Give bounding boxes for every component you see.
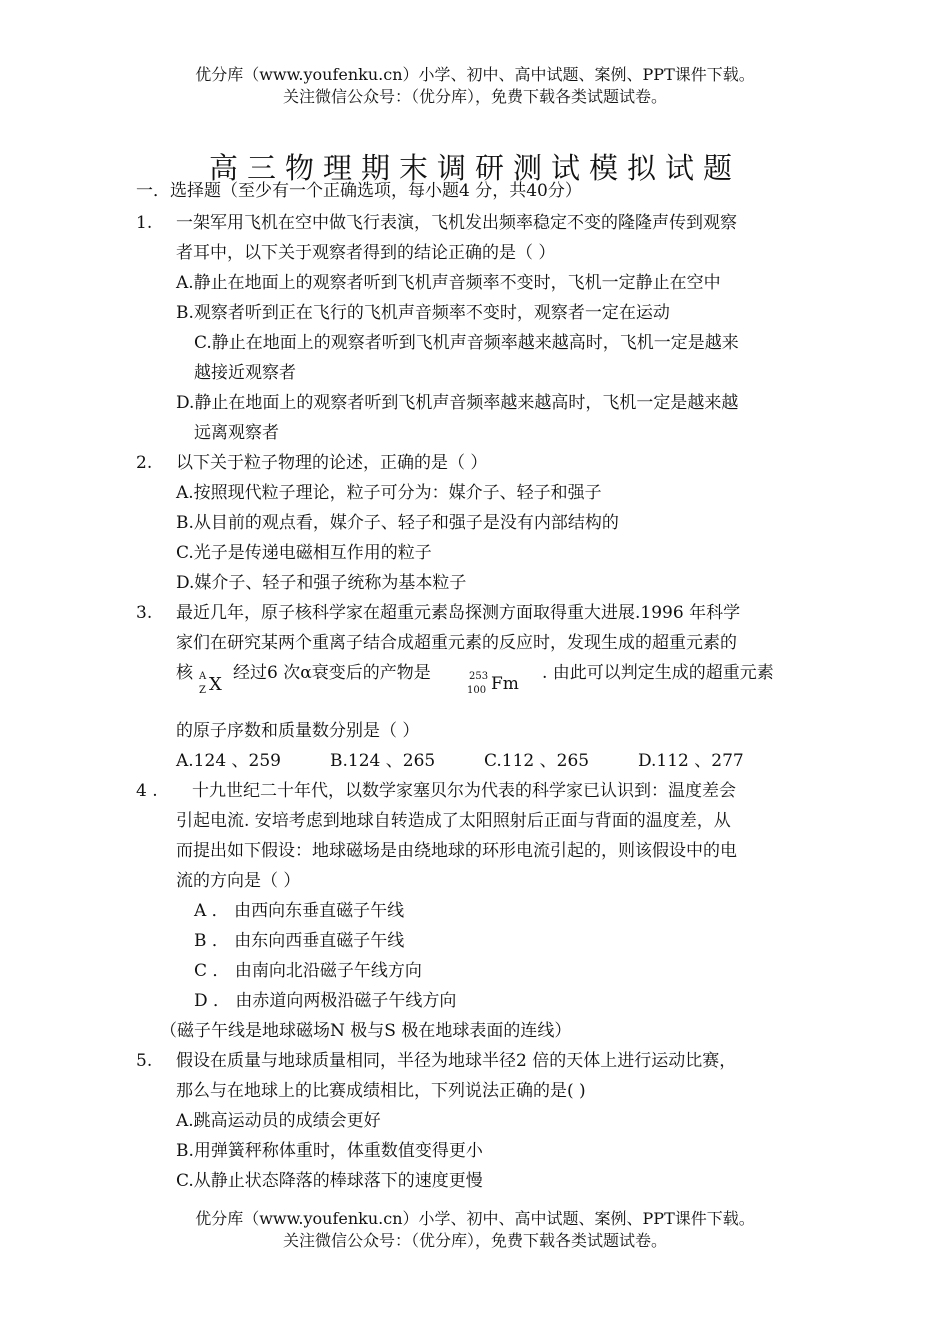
nuclide-fm-symbol: Fm — [491, 674, 519, 694]
question-5-stem-1: 假设在质量与地球质量相同，半径为地球半径2 倍的天体上进行运动比赛， — [176, 1051, 737, 1071]
footer-line-1: 优分库（www.youfenku.cn）小学、初中、高中试题、案例、PPT课件下载。 — [195, 1209, 755, 1228]
question-1-stem-1: 一架军用飞机在空中做飞行表演，飞机发出频率稳定不变的隆隆声传到观察 — [176, 213, 737, 233]
question-4-option-d: D ． 由赤道向两极沿磁子午线方向 — [194, 991, 457, 1011]
question-1-option-d-2: 远离观察者 — [194, 423, 279, 443]
question-4-number: 4 . — [136, 781, 158, 801]
question-2-option-a: A.按照现代粒子理论，粒子可分为：媒介子、轻子和强子 — [176, 483, 602, 503]
question-3-stem-1: 最近几年，原子核科学家在超重元素岛探测方面取得重大进展.1996 年科学 — [176, 603, 741, 623]
question-4-option-a: A ． 由西向东垂直磁子午线 — [194, 901, 405, 921]
nuclide-x-charge: Z — [199, 685, 206, 696]
question-2-option-c: C.光子是传递电磁相互作用的粒子 — [176, 543, 432, 563]
question-4-option-b: B ． 由东向西垂直磁子午线 — [194, 931, 405, 951]
nuclide-fm-mass: 253 — [469, 671, 489, 682]
question-4-stem-3: 而提出如下假设：地球磁场是由绕地球的环形电流引起的，则该假设中的电 — [176, 841, 737, 861]
question-2-option-d: D.媒介子、轻子和强子统称为基本粒子 — [176, 573, 467, 593]
question-1-option-c-2: 越接近观察者 — [194, 363, 296, 383]
question-1-number: 1. — [136, 213, 153, 233]
nuclide-fm — [467, 670, 527, 700]
question-1-option-c-1: C.静止在地面上的观察者听到飞机声音频率越来越高时，飞机一定是越来 — [194, 333, 739, 353]
question-3-stem-3c: . 由此可以判定生成的超重元素 — [542, 663, 774, 683]
question-2-number: 2. — [136, 453, 153, 473]
question-1-option-d-1: D.静止在地面上的观察者听到飞机声音频率越来越高时，飞机一定是越来越 — [176, 393, 739, 413]
question-3-stem-3b: 经过6 次α衰变后的产物是 — [233, 663, 431, 683]
nuclide-x-symbol: X — [209, 674, 222, 695]
question-2-stem: 以下关于粒子物理的论述，正确的是（ ） — [176, 453, 488, 473]
question-3-option-c: C.112 、265 — [484, 751, 590, 771]
question-4-stem-4: 流的方向是（ ） — [176, 871, 301, 891]
header-line-1: 优分库（www.youfenku.cn）小学、初中、高中试题、案例、PPT课件下载。 — [195, 65, 755, 84]
header-line-2: 关注微信公众号：（优分库），免费下载各类试题试卷。 — [282, 87, 667, 106]
question-1-stem-2: 者耳中，以下关于观察者得到的结论正确的是（ ） — [176, 243, 556, 263]
footer-line-2: 关注微信公众号：（优分库），免费下载各类试题试卷。 — [282, 1231, 667, 1250]
question-5-option-a: A.跳高运动员的成绩会更好 — [176, 1111, 381, 1131]
section-heading: 一．选择题（至少有一个正确选项，每小题4 分，共40分） — [136, 181, 582, 201]
question-4-note: （磁子午线是地球磁场N 极与S 极在地球表面的连线） — [160, 1021, 572, 1041]
question-3-number: 3. — [136, 603, 153, 623]
question-3-stem-2: 家们在研究某两个重离子结合成超重元素的反应时，发现生成的超重元素的 — [176, 633, 737, 653]
nuclide-x — [196, 670, 236, 700]
question-5-stem-2: 那么与在地球上的比赛成绩相比，下列说法正确的是( ) — [176, 1081, 586, 1101]
page-title: 高三物理期末调研测试模拟试题 — [208, 151, 741, 185]
question-4-stem-1: 十九世纪二十年代，以数学家塞贝尔为代表的科学家已认识到：温度差会 — [192, 781, 736, 801]
question-3-stem-4: 的原子序数和质量数分别是（ ） — [176, 721, 420, 741]
question-3-option-a: A.124 、259 — [176, 751, 281, 771]
question-2-option-b: B.从目前的观点看，媒介子、轻子和强子是没有内部结构的 — [176, 513, 619, 533]
nuclide-x-mass: A — [199, 671, 207, 682]
question-4-stem-2: 引起电流. 安培考虑到地球自转造成了太阳照射后正面与背面的温度差，从 — [176, 811, 731, 831]
question-1-option-a: A.静止在地面上的观察者听到飞机声音频率不变时，飞机一定静止在空中 — [176, 273, 721, 293]
question-1-option-b: B.观察者听到正在飞行的飞机声音频率不变时，观察者一定在运动 — [176, 303, 670, 323]
question-3-stem-3a: 核 — [176, 663, 193, 683]
nuclide-fm-charge: 100 — [467, 685, 487, 696]
question-5-option-b: B.用弹簧秤称体重时，体重数值变得更小 — [176, 1141, 483, 1161]
question-5-option-c: C.从静止状态降落的棒球落下的速度更慢 — [176, 1171, 483, 1191]
question-4-option-c: C ． 由南向北沿磁子午线方向 — [194, 961, 422, 981]
question-3-option-d: D.112 、277 — [638, 751, 744, 771]
question-3-option-b: B.124 、265 — [330, 751, 436, 771]
question-5-number: 5. — [136, 1051, 153, 1071]
